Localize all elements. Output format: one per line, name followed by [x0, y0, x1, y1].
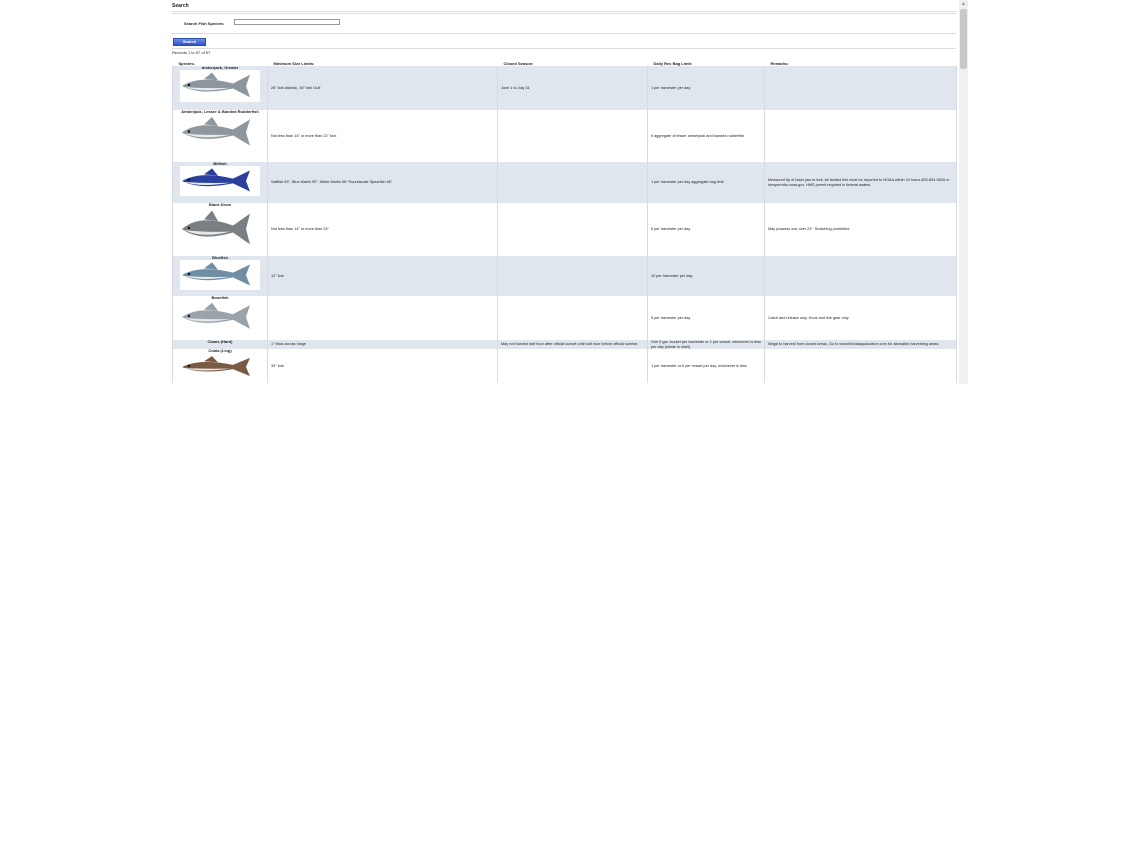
species-name[interactable]: Billfish	[213, 162, 227, 166]
table-row	[173, 340, 957, 349]
species-name[interactable]: Cobia (Ling)	[208, 349, 232, 354]
remarks-cell	[765, 256, 957, 296]
table-row	[173, 203, 957, 256]
species-cell	[173, 349, 268, 383]
closed-season-cell	[498, 349, 648, 383]
search-input[interactable]	[234, 19, 340, 25]
header-remarks: Remarks:	[770, 61, 789, 66]
closed-season-cell: June 1 to July 31	[498, 66, 648, 110]
closed-season-cell	[498, 110, 648, 162]
remarks-cell: Illegal to harvest from closed areas. Go to www.floridaaquaculture.com for allowable harvesting areas.	[765, 340, 957, 349]
bag-limit-cell: One 5 gal. bucket per harvester or 2 per vessel, whichever is less per day (whole in shell).	[648, 340, 765, 349]
fish-image	[178, 114, 262, 151]
scroll-up-icon[interactable]: ▲	[961, 1, 966, 7]
bag-limit-cell: 1 per harvester per day aggregate bag limit	[648, 162, 765, 203]
fish-image	[178, 260, 262, 290]
min-size-cell: Not less than 14" or more than 24"	[268, 203, 498, 256]
min-size-cell: 1" thick across hinge	[268, 340, 498, 349]
table-header-row	[173, 58, 957, 66]
min-size-cell: 12" fork	[268, 256, 498, 296]
species-name[interactable]: Clams (Hard)	[207, 340, 233, 344]
closed-season-cell	[498, 296, 648, 340]
bag-limit-cell: 1 per harvester or 6 per vessel per day, whichever is less	[648, 349, 765, 383]
species-cell	[173, 296, 268, 340]
page-viewport	[0, 0, 1136, 384]
header-closed-season: Closed Season:	[503, 61, 534, 66]
species-cell	[173, 340, 268, 349]
closed-season-cell: May not harvest half hour after official sunset until half hour before official sunrise.	[498, 340, 648, 349]
divider	[172, 48, 956, 49]
min-size-cell: Sailfish 63", Blue Marlin 99", White Marlin 66" Roundscale Spearfish 66"	[268, 162, 498, 203]
min-size-cell	[268, 296, 498, 340]
page-title: Search	[172, 3, 189, 9]
remarks-cell	[765, 110, 957, 162]
remarks-cell	[765, 66, 957, 110]
table-row	[173, 162, 957, 203]
regulations-table	[172, 58, 957, 383]
remarks-cell	[765, 349, 957, 383]
species-name[interactable]: Bonefish	[211, 296, 229, 300]
closed-season-cell	[498, 162, 648, 203]
closed-season-cell	[498, 256, 648, 296]
records-count: Records 1 to 57 of 57	[172, 50, 211, 55]
min-size-cell: 33" fork	[268, 349, 498, 383]
min-size-cell: Not less than 14" or more than 22" fork	[268, 110, 498, 162]
species-name[interactable]: Bluefish	[212, 256, 228, 260]
fish-image	[178, 354, 262, 380]
table-row	[173, 256, 957, 296]
vertical-scrollbar[interactable]	[959, 0, 968, 384]
species-name[interactable]: Amberjack, Lesser & Banded Rudderfish	[181, 110, 259, 114]
fish-image	[178, 166, 262, 196]
bag-limit-cell: 1 per harvester per day	[648, 66, 765, 110]
search-button[interactable]: Search	[173, 38, 206, 46]
table-row	[173, 66, 957, 110]
divider	[172, 11, 956, 12]
divider	[172, 13, 956, 14]
header-min-size: Minimum Size Limits:	[273, 61, 315, 66]
table-row	[173, 296, 957, 340]
species-name[interactable]: Black Drum	[208, 203, 232, 207]
species-cell	[173, 162, 268, 203]
scrollbar-thumb[interactable]	[960, 9, 967, 69]
min-size-cell: 28" fork Atlantic, 30" fork Gulf	[268, 66, 498, 110]
bag-limit-cell: 10 per harvester per day	[648, 256, 765, 296]
species-name[interactable]: Amberjack, Greater	[201, 66, 239, 70]
species-cell	[173, 256, 268, 296]
bag-limit-cell: 5 per harvester per day	[648, 203, 765, 256]
species-cell	[173, 66, 268, 110]
remarks-cell: May possess one over 24". Snatching prohibited	[765, 203, 957, 256]
divider	[172, 33, 956, 34]
search-label: Search Fish Species:	[184, 21, 225, 26]
table-row	[173, 349, 957, 383]
fish-image	[178, 300, 262, 334]
bag-limit-cell: 5 aggregate of lesser amberjack and banded rudderfish	[648, 110, 765, 162]
closed-season-cell	[498, 203, 648, 256]
remarks-cell: Measured tip of lower jaw to fork. All landed fish must be reported to NOAA within 24 hours 800-894-5528 or hmspermits.noaa.gov. HMS permit required in federal waters.	[765, 162, 957, 203]
fish-image	[178, 70, 262, 102]
species-cell	[173, 110, 268, 162]
remarks-cell: Catch and release only. Hook and line gear only.	[765, 296, 957, 340]
species-cell	[173, 203, 268, 256]
fish-image	[178, 207, 262, 251]
table-row	[173, 110, 957, 162]
header-species: Species:	[178, 61, 195, 66]
header-bag-limit: Daily Rec Bag Limit:	[653, 61, 693, 66]
bag-limit-cell: 5 per harvester per day	[648, 296, 765, 340]
